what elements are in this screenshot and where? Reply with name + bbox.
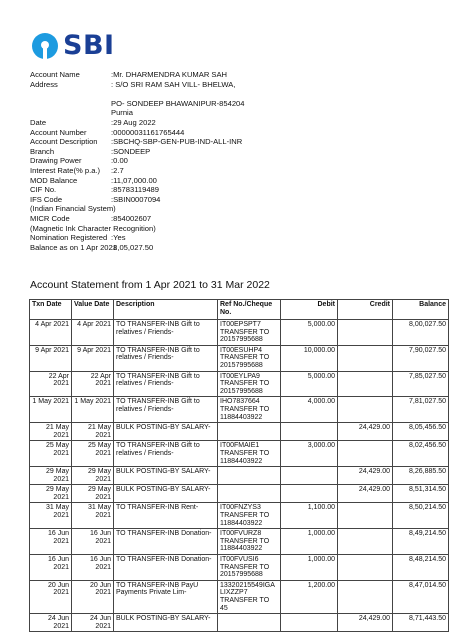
ref-cell: IHO7837664 TRANSFER TO 11884403922 (218, 397, 281, 423)
txn-date-cell: 29 May 2021 (30, 485, 72, 503)
balance-cell: 8,00,027.50 (393, 320, 449, 346)
detail-row (30, 118, 245, 128)
txn-date-cell: 29 May 2021 (30, 467, 72, 485)
branch-label: Branch (30, 146, 55, 156)
description-cell: TO TRANSFER-INB Donation- (114, 529, 218, 555)
ref-cell: IT00EPSPT7 TRANSFER TO 20157995688 (218, 320, 281, 346)
address-line-2: Purnia (111, 108, 133, 118)
address-value: : S/O SRI RAM SAH VILL- BHELWA, (111, 79, 236, 89)
balance-cell: 7,90,027.50 (393, 345, 449, 371)
ifs-code-value: :SBIN0007094 (111, 194, 161, 204)
credit-cell (338, 555, 393, 581)
cif-value: :85783119489 (111, 185, 160, 195)
debit-cell: 1,100.00 (281, 503, 338, 529)
ref-cell (218, 467, 281, 485)
nomination-value: :Yes (111, 233, 126, 243)
address-row (30, 80, 245, 90)
branch-value: :SONDEEP (111, 146, 151, 156)
txn-date-cell: 4 Apr 2021 (30, 320, 72, 346)
balance-cell: 8,02,456.50 (393, 441, 449, 467)
txn-date-cell: 1 May 2021 (30, 397, 72, 423)
address-blank-row (30, 89, 245, 99)
col-balance: Balance (393, 300, 449, 320)
detail-row (30, 166, 245, 176)
detail-row (30, 185, 245, 195)
account-name-label: Account Name (30, 70, 80, 79)
sbi-logo-icon (32, 33, 58, 59)
credit-cell (338, 580, 393, 613)
nomination-label: Nomination Registered (30, 233, 108, 243)
value-date-cell: 25 May 2021 (72, 441, 114, 467)
credit-cell: 24,429.00 (338, 467, 393, 485)
account-name-value: :Mr. DHARMENDRA KUMAR SAH (111, 70, 228, 79)
debit-cell: 3,000.00 (281, 441, 338, 467)
value-date-cell: 1 May 2021 (72, 397, 114, 423)
description-cell: TO TRANSFER-INB Gift to relatives / Friends- (114, 371, 218, 397)
account-number-value: :00000031161765444 (111, 127, 185, 137)
detail-row (30, 195, 245, 205)
debit-cell: 5,000.00 (281, 320, 338, 346)
txn-date-cell: 24 Jun 2021 (30, 614, 72, 632)
table-row (30, 529, 449, 555)
ref-cell (218, 485, 281, 503)
col-debit: Debit (281, 300, 338, 320)
credit-cell (338, 371, 393, 397)
value-date-cell: 16 Jun 2021 (72, 555, 114, 581)
value-date-cell: 29 May 2021 (72, 467, 114, 485)
debit-cell: 10,000.00 (281, 345, 338, 371)
credit-cell (338, 397, 393, 423)
balance-cell: 8,48,214.50 (393, 555, 449, 581)
debit-cell: 1,000.00 (281, 555, 338, 581)
credit-cell (338, 441, 393, 467)
table-row (30, 423, 449, 441)
value-date-cell: 31 May 2021 (72, 503, 114, 529)
balance-cell: 8,49,214.50 (393, 529, 449, 555)
value-date-cell: 29 May 2021 (72, 485, 114, 503)
credit-cell: 24,429.00 (338, 485, 393, 503)
drawing-power-value: :0.00 (111, 156, 128, 166)
value-date-cell: 16 Jun 2021 (72, 529, 114, 555)
debit-cell (281, 467, 338, 485)
detail-row (30, 233, 245, 243)
balance-cell: 8,05,456.50 (393, 423, 449, 441)
address-line-1: PO- SONDEEP BHAWANIPUR-854204 (111, 98, 245, 108)
ref-cell: IT00EYLPA9 TRANSFER TO 20157995688 (218, 371, 281, 397)
ref-cell: 13320215549IGA LIXZZP7 TRANSFER TO 45 (218, 580, 281, 613)
value-date-cell: 24 Jun 2021 (72, 614, 114, 632)
table-row (30, 320, 449, 346)
txn-date-cell: 31 May 2021 (30, 503, 72, 529)
txn-date-cell: 20 Jun 2021 (30, 580, 72, 613)
description-cell: TO TRANSFER-INB Gift to relatives / Friends- (114, 441, 218, 467)
balance-cell: 8,71,443.50 (393, 614, 449, 632)
address-line-row (30, 108, 245, 118)
table-row (30, 371, 449, 397)
value-date-cell: 9 Apr 2021 (72, 345, 114, 371)
statement-table (29, 299, 449, 632)
ref-cell: IT00FMAIE1 TRANSFER TO 11884403922 (218, 441, 281, 467)
description-cell: TO TRANSFER-INB Gift to relatives / Friends- (114, 397, 218, 423)
mod-balance-value: :11,07,000.00 (111, 175, 157, 185)
description-cell: TO TRANSFER-INB PayU Payments Private Lim- (114, 580, 218, 613)
statement-title: Account Statement from 1 Apr 2021 to 31 Mar 2022 (30, 279, 270, 291)
ref-cell (218, 423, 281, 441)
detail-row (30, 156, 245, 166)
account-description-label: Account Description (30, 137, 98, 147)
credit-cell: 24,429.00 (338, 423, 393, 441)
detail-row (30, 176, 245, 186)
description-cell: BULK POSTING-BY SALARY- (114, 614, 218, 632)
interest-rate-value: :2.7 (111, 165, 124, 175)
txn-date-cell: 16 Jun 2021 (30, 529, 72, 555)
ifs-note: (Indian Financial System) (30, 204, 116, 214)
txn-date-cell: 22 Apr 2021 (30, 371, 72, 397)
account-name-row (30, 70, 245, 80)
table-row (30, 485, 449, 503)
debit-cell (281, 614, 338, 632)
balance-cell: 8,50,214.50 (393, 503, 449, 529)
table-row (30, 345, 449, 371)
txn-date-cell: 9 Apr 2021 (30, 345, 72, 371)
value-date-cell: 20 Jun 2021 (72, 580, 114, 613)
table-row (30, 441, 449, 467)
micr-value: :854002607 (111, 213, 152, 223)
account-number-label: Account Number (30, 127, 87, 137)
detail-row (30, 214, 245, 224)
credit-cell (338, 320, 393, 346)
ref-cell: IT00ESUHP4 TRANSFER TO 20157995688 (218, 345, 281, 371)
sbi-logo-text: SBI (63, 30, 115, 61)
table-row (30, 397, 449, 423)
balance-as-on-label: Balance as on 1 Apr 2021 (30, 242, 117, 252)
txn-date-cell: 21 May 2021 (30, 423, 72, 441)
table-row (30, 503, 449, 529)
table-row (30, 614, 449, 632)
ref-cell: IT00FVURZ8 TRANSFER TO 11884403922 (218, 529, 281, 555)
balance-cell: 8,51,314.50 (393, 485, 449, 503)
debit-cell: 1,200.00 (281, 580, 338, 613)
table-row (30, 580, 449, 613)
interest-rate-label: Interest Rate(% p.a.) (30, 165, 101, 175)
balance-cell: 8,47,014.50 (393, 580, 449, 613)
txn-date-cell: 25 May 2021 (30, 441, 72, 467)
credit-cell (338, 503, 393, 529)
detail-row (30, 243, 245, 253)
micr-note: (Magnetic Ink Character Recognition) (30, 223, 156, 233)
balance-as-on-value: :8,05,027.50 (111, 242, 154, 252)
ref-cell: IT00FVUSI6 TRANSFER TO 20157995688 (218, 555, 281, 581)
col-txn-date: Txn Date (30, 300, 72, 320)
col-description: Description (114, 300, 218, 320)
debit-cell: 1,000.00 (281, 529, 338, 555)
description-cell: BULK POSTING-BY SALARY- (114, 423, 218, 441)
account-info (30, 70, 245, 252)
cif-label: CIF No. (30, 185, 57, 195)
date-label: Date (30, 117, 47, 127)
credit-cell (338, 529, 393, 555)
value-date-cell: 21 May 2021 (72, 423, 114, 441)
description-cell: TO TRANSFER-INB Gift to relatives / Friends- (114, 320, 218, 346)
date-value: :29 Aug 2022 (111, 117, 156, 127)
sbi-logo (32, 30, 115, 61)
txn-date-cell: 16 Jun 2021 (30, 555, 72, 581)
description-cell: TO TRANSFER-INB Donation- (114, 555, 218, 581)
col-credit: Credit (338, 300, 393, 320)
value-date-cell: 22 Apr 2021 (72, 371, 114, 397)
address-label: Address (30, 79, 58, 89)
table-row (30, 555, 449, 581)
description-cell: BULK POSTING-BY SALARY- (114, 467, 218, 485)
table-row (30, 467, 449, 485)
table-header-row (30, 300, 449, 320)
detail-row (30, 137, 245, 147)
ref-cell: IT00FNZYS3 TRANSFER TO 11884403922 (218, 503, 281, 529)
debit-cell: 5,000.00 (281, 371, 338, 397)
description-cell: BULK POSTING-BY SALARY- (114, 485, 218, 503)
description-cell: TO TRANSFER-INB Gift to relatives / Friends- (114, 345, 218, 371)
mod-balance-label: MOD Balance (30, 175, 78, 185)
detail-row (30, 128, 245, 138)
balance-cell: 7,81,027.50 (393, 397, 449, 423)
drawing-power-label: Drawing Power (30, 156, 82, 166)
detail-row (30, 147, 245, 157)
balance-cell: 7,85,027.50 (393, 371, 449, 397)
debit-cell (281, 485, 338, 503)
statement-rows (30, 320, 449, 632)
debit-cell: 4,000.00 (281, 397, 338, 423)
col-value-date: Value Date (72, 300, 114, 320)
description-cell: TO TRANSFER-INB Rent- (114, 503, 218, 529)
col-ref: Ref No./Cheque No. (218, 300, 281, 320)
address-line-row (30, 99, 245, 109)
debit-cell (281, 423, 338, 441)
balance-cell: 8,26,885.50 (393, 467, 449, 485)
ifs-code-label: IFS Code (30, 194, 63, 204)
credit-cell (338, 345, 393, 371)
account-description-value: :SBCHQ-SBP-GEN-PUB-IND-ALL-INR (111, 137, 243, 147)
ref-cell (218, 614, 281, 632)
value-date-cell: 4 Apr 2021 (72, 320, 114, 346)
credit-cell: 24,429.00 (338, 614, 393, 632)
micr-label: MICR Code (30, 213, 70, 223)
